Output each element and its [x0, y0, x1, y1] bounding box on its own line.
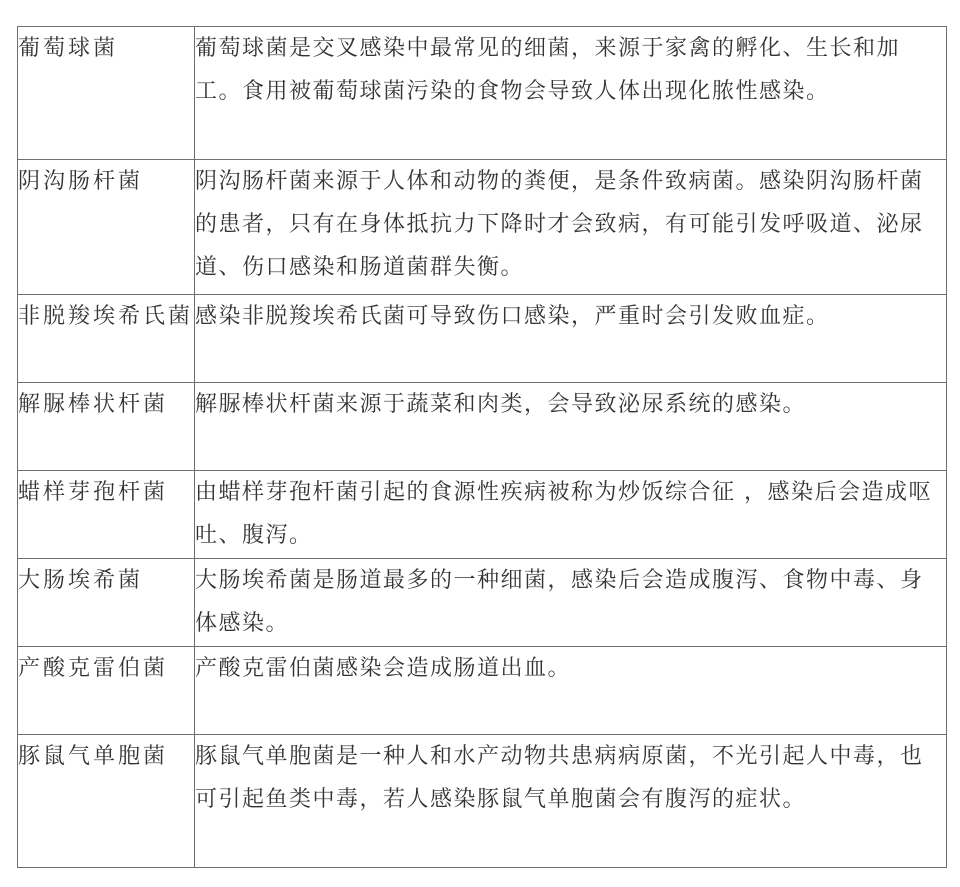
bacteria-name-cell: 葡萄球菌	[18, 27, 195, 160]
bacteria-name-cell: 非脱羧埃希氏菌	[18, 295, 195, 383]
bacteria-description-cell: 感染非脱羧埃希氏菌可导致伤口感染，严重时会引发败血症。	[195, 295, 947, 383]
bacteria-description-cell: 大肠埃希菌是肠道最多的一种细菌，感染后会造成腹泻、食物中毒、身体感染。	[195, 559, 947, 647]
bacteria-description-cell: 豚鼠气单胞菌是一种人和水产动物共患病病原菌，不光引起人中毒，也可引起鱼类中毒，若人感染豚鼠气单胞菌会有腹泻的症状。	[195, 735, 947, 868]
bacteria-description-cell: 阴沟肠杆菌来源于人体和动物的粪便，是条件致病菌。感染阴沟肠杆菌的患者，只有在身体抵抗力下降时才会致病，有可能引发呼吸道、泌尿道、伤口感染和肠道菌群失衡。	[195, 160, 947, 295]
bacteria-description-cell: 葡萄球菌是交叉感染中最常见的细菌，来源于家禽的孵化、生长和加工。食用被葡萄球菌污染的食物会导致人体出现化脓性感染。	[195, 27, 947, 160]
table-row	[18, 383, 947, 471]
table-row	[18, 27, 947, 160]
bacteria-description-cell: 产酸克雷伯菌感染会造成肠道出血。	[195, 647, 947, 735]
table-row	[18, 471, 947, 559]
table-row	[18, 735, 947, 868]
bacteria-name-cell: 阴沟肠杆菌	[18, 160, 195, 295]
bacteria-name-cell: 豚鼠气单胞菌	[18, 735, 195, 868]
bacteria-table	[17, 26, 947, 868]
table-row	[18, 559, 947, 647]
bacteria-description-cell: 解脲棒状杆菌来源于蔬菜和肉类，会导致泌尿系统的感染。	[195, 383, 947, 471]
table-row	[18, 647, 947, 735]
bacteria-name-cell: 蜡样芽孢杆菌	[18, 471, 195, 559]
table-row	[18, 295, 947, 383]
bacteria-name-cell: 解脲棒状杆菌	[18, 383, 195, 471]
bacteria-description-cell: 由蜡样芽孢杆菌引起的食源性疾病被称为炒饭综合征 ，感染后会造成呕吐、腹泻。	[195, 471, 947, 559]
table-row	[18, 160, 947, 295]
bacteria-name-cell: 大肠埃希菌	[18, 559, 195, 647]
bacteria-name-cell: 产酸克雷伯菌	[18, 647, 195, 735]
